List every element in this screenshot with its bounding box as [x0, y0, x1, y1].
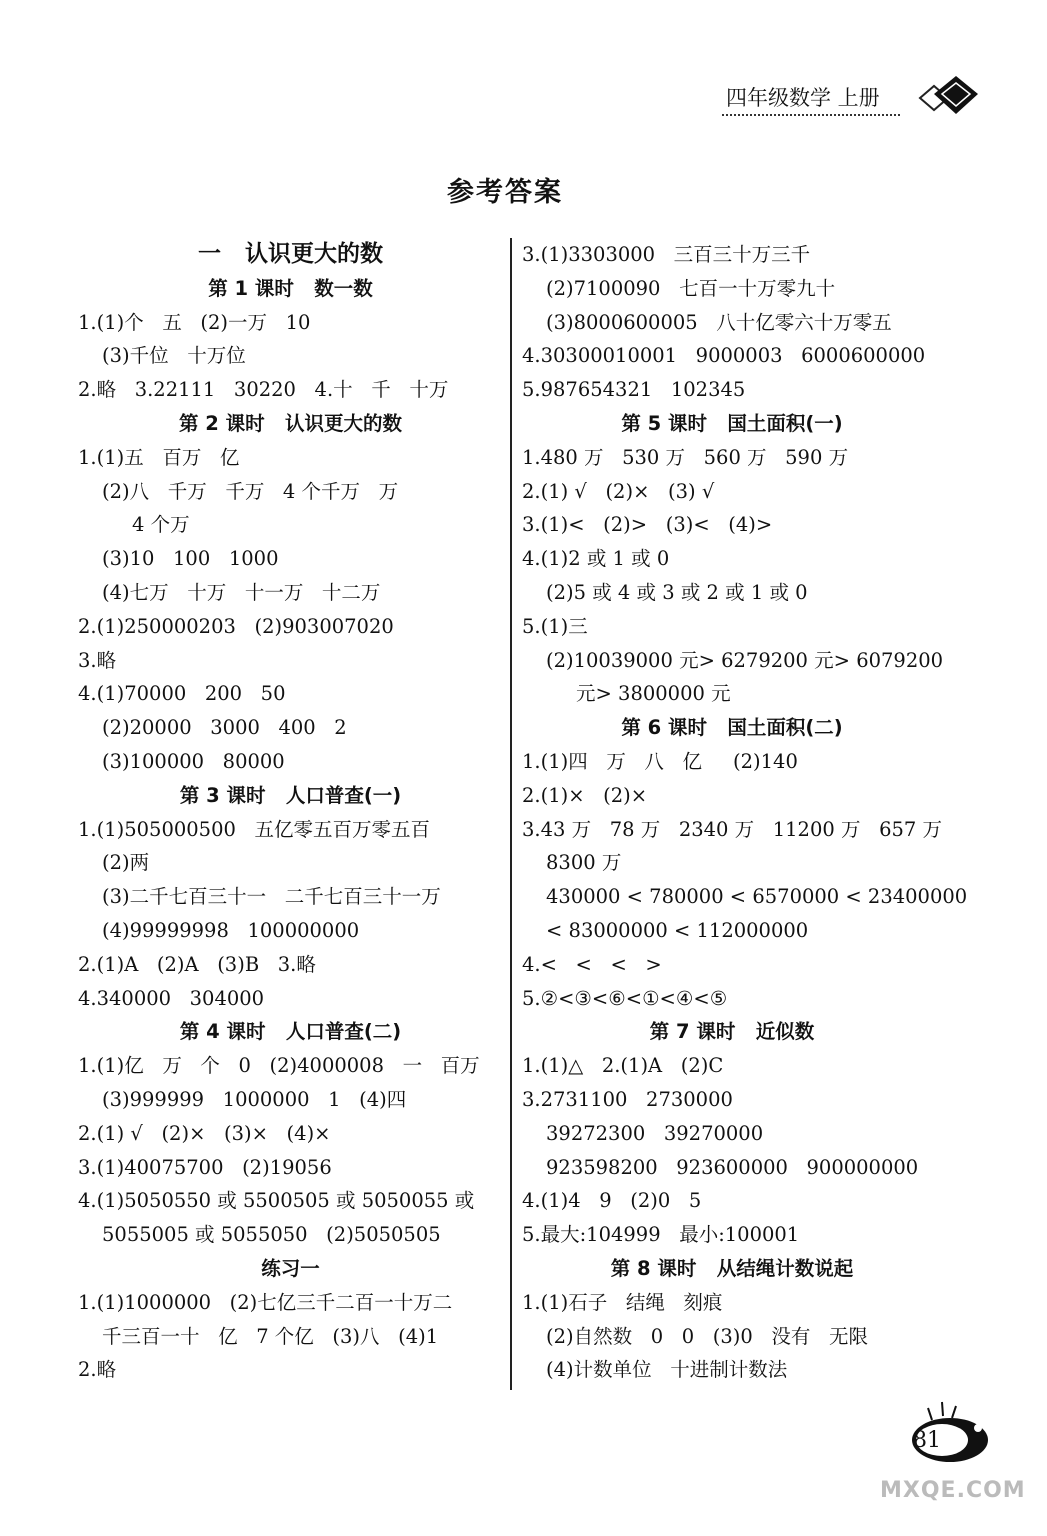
- page-title: 参考答案: [447, 177, 563, 208]
- answer-line: 1.(1)石子 结绳 刻痕: [522, 1290, 723, 1314]
- answer-line: 2.略 3.22111 30220 4.十 千 十万: [78, 378, 449, 402]
- diamond-ornament-icon: [912, 72, 982, 122]
- answer-line: 923598200 923600000 900000000: [546, 1155, 919, 1179]
- answers-right-column: [522, 238, 968, 1387]
- lesson-heading: 第 1 课时 数一数: [208, 276, 373, 300]
- answer-line: 5.②<③<⑥<①<④<⑤: [522, 986, 728, 1010]
- answer-line: 5.987654321 102345: [522, 378, 746, 402]
- lesson-heading: 第 6 课时 国土面积(二): [621, 716, 843, 740]
- answer-line: 3.2731100 2730000: [522, 1087, 733, 1111]
- answer-line: 1.(1)1000000 (2)七亿三千二百一十万二: [78, 1290, 453, 1314]
- answer-line: 3.略: [78, 648, 117, 672]
- answer-line: 1.(1)五 百万 亿: [78, 445, 240, 469]
- lesson-heading: 第 5 课时 国土面积(一): [621, 411, 843, 435]
- answer-line: (3)二千七百三十一 二千七百三十一万: [102, 885, 441, 909]
- answer-line: 1.(1)505000500 五亿零五百万零五百: [78, 817, 430, 841]
- column-divider: [510, 238, 512, 1390]
- answer-line: (3)8000600005 八十亿零六十万零五: [546, 310, 892, 334]
- section-heading: 一 认识更大的数: [197, 241, 384, 267]
- answer-line: (3)千位 十万位: [102, 344, 246, 368]
- answer-line: < 83000000 < 112000000: [546, 918, 809, 942]
- answer-line: (2)八 千万 千万 4 个千万 万: [102, 479, 399, 503]
- answer-line: 2.(1)250000203 (2)903007020: [78, 614, 394, 638]
- lesson-heading: 第 4 课时 人口普查(二): [179, 1020, 402, 1044]
- watermark-text: MXQE.COM: [880, 1478, 1026, 1503]
- header-grade-subject: 四年级数学 上册: [726, 86, 880, 110]
- answers-left-column: [78, 238, 503, 1387]
- answer-line: 430000 < 780000 < 6570000 < 23400000: [546, 885, 968, 909]
- answer-line: 4.(1)4 9 (2)0 5: [522, 1189, 702, 1213]
- answer-line: 1.(1)亿 万 个 0 (2)4000008 一 百万: [78, 1054, 480, 1078]
- answer-line: 4.< < < >: [522, 952, 662, 976]
- lesson-heading: 第 7 课时 近似数: [649, 1020, 815, 1044]
- answer-line: 2.略: [78, 1358, 117, 1382]
- answer-line: (2)自然数 0 0 (3)0 没有 无限: [546, 1324, 868, 1348]
- answer-line: 2.(1) √ (2)× (3) √: [522, 479, 715, 503]
- answer-line: 2.(1)× (2)×: [522, 783, 648, 807]
- answer-line: 5055005 或 5055050 (2)5050505: [102, 1223, 441, 1247]
- answer-line: 2.(1)A (2)A (3)B 3.略: [78, 952, 316, 976]
- answer-line: 4.(1)2 或 1 或 0: [522, 547, 670, 571]
- answer-line: 4.(1)70000 200 50: [78, 682, 286, 706]
- lesson-heading: 第 3 课时 人口普查(一): [179, 783, 402, 807]
- answer-line: 千三百一十 亿 7 个亿 (3)八 (4)1: [102, 1324, 439, 1348]
- answer-line: 4.30300010001 9000003 6000600000: [522, 344, 926, 368]
- answer-line: 5.(1)三: [522, 614, 588, 638]
- answer-line: 1.(1)△ 2.(1)A (2)C: [522, 1054, 724, 1078]
- answer-line: (2)两: [102, 851, 150, 875]
- answer-line: (4)七万 十万 十一万 十二万: [102, 580, 381, 604]
- answer-line: (3)100000 80000: [102, 749, 285, 773]
- answer-line: (4)计数单位 十进制计数法: [546, 1358, 788, 1382]
- answer-line: 1.480 万 530 万 560 万 590 万: [522, 445, 849, 469]
- answer-line: 元> 3800000 元: [576, 682, 731, 706]
- answer-line: 4 个万: [132, 513, 190, 537]
- answer-line: 3.(1)< (2)> (3)< (4)>: [522, 513, 773, 537]
- lesson-heading: 练习一: [261, 1256, 320, 1280]
- answer-line: 3.43 万 78 万 2340 万 11200 万 657 万: [522, 817, 942, 841]
- answer-line: (2)10039000 元> 6279200 元> 6079200: [546, 648, 944, 672]
- answer-line: (2)20000 3000 400 2: [102, 716, 347, 740]
- answer-line: 5.最大:104999 最小:100001: [522, 1223, 800, 1247]
- page-number: 81: [913, 1428, 941, 1453]
- answer-line: 8300 万: [546, 851, 622, 875]
- answer-line: (2)5 或 4 或 3 或 2 或 1 或 0: [546, 580, 808, 604]
- answer-line: (4)99999998 100000000: [102, 918, 360, 942]
- answer-line: 3.(1)40075700 (2)19056: [78, 1155, 332, 1179]
- lesson-heading: 第 2 课时 认识更大的数: [178, 411, 402, 435]
- answer-line: 4.(1)5050550 或 5500505 或 5050055 或: [78, 1189, 475, 1213]
- answer-line: (3)10 100 1000: [102, 547, 279, 571]
- answer-line: 1.(1)四 万 八 亿 (2)140: [522, 749, 798, 773]
- answer-line: 4.340000 304000: [78, 986, 265, 1010]
- answer-line: 1.(1)个 五 (2)一万 10: [78, 310, 311, 334]
- header-dotted-rule: [722, 114, 900, 116]
- answer-line: 2.(1) √ (2)× (3)× (4)×: [78, 1121, 331, 1145]
- answer-line: (3)999999 1000000 1 (4)四: [102, 1087, 407, 1111]
- answer-line: 39272300 39270000: [546, 1121, 764, 1145]
- answer-line: 3.(1)3303000 三百三十万三千: [522, 243, 811, 266]
- lesson-heading: 第 8 课时 从结绳计数说起: [610, 1256, 854, 1280]
- answer-line: (2)7100090 七百一十万零九十: [546, 276, 836, 300]
- page-header: [722, 82, 902, 122]
